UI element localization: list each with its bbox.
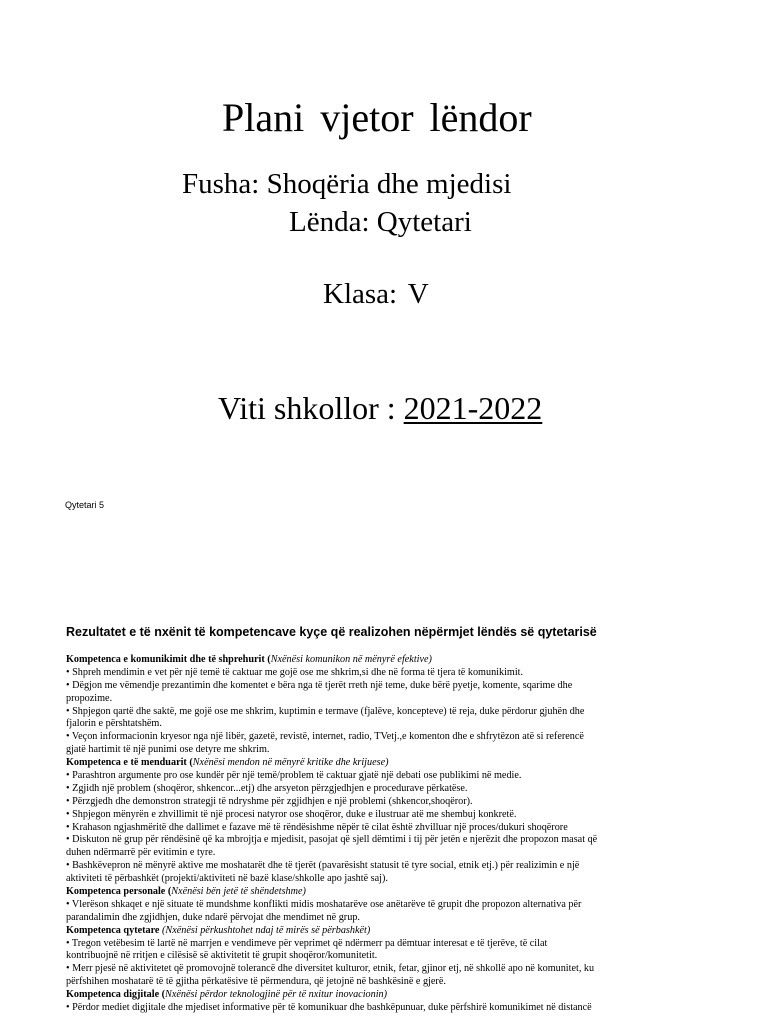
competence-communication-title: Kompetenca e komunikimit dhe të shprehurit (Nxënësi komunikon në mënyrë efektive) — [66, 654, 432, 665]
subject-line: Lënda: Qytetari — [289, 206, 472, 238]
grade-line: Klasa: V — [323, 278, 429, 310]
list-item: përfshihen moshatarë të të gjitha përkatësive të përmendura, që jetojnë në bashkësinë e gjerë. — [66, 976, 446, 988]
subject-tag: Qytetari 5 — [65, 500, 105, 510]
school-year-value: 2021-2022 — [403, 390, 543, 426]
list-item: duhen ndërmarrë për evitimin e tyre. — [66, 847, 216, 859]
section-heading: Rezultatet e të nxënit të kompetencave kyçe që realizohen nëpërmjet lëndës së qytetarisë — [66, 625, 597, 639]
list-item: • Veçon informacionin kryesor nga një libër, gazetë, revistë, internet, radio, TVetj.,e komenton dhe e shfrytëzon atë si referencë — [66, 731, 584, 743]
list-item: • Shpjegon qartë dhe saktë, me gojë ose me shkrim, kuptimin e termave (fjalëve, koncepteve) të reja, duke përdorur gjuhën dhe — [66, 705, 585, 717]
competence-civic-title: Kompetenca qytetare (Nxënësi përkushtohet ndaj të mirës së përbashkët) — [66, 924, 371, 936]
competence-personal-title: Kompetenca personale (Nxënësi bën jetë të shëndetshme) — [66, 886, 306, 898]
list-item: • Dëgjon me vëmendje prezantimin dhe komentet e bëra nga të tjerët rreth një teme, duke bërë pyetje, komente, sqarime dhe — [66, 679, 573, 691]
school-year-label: Viti shkollor : — [218, 390, 404, 426]
list-item: • Parashtron argumente pro ose kundër për një temë/problem të caktuar gjatë një debati ose publikimi në medie. — [66, 770, 522, 782]
list-item: • Merr pjesë në aktivitetet që promovojnë tolerancë dhe diversitet kulturor, etnik, fetar, gjinor etj, në shkollë apo në komunitet, ku — [66, 963, 595, 975]
list-item: parandalimin dhe zgjidhjen, duke ndarë përvojat dhe mendimet në grup. — [66, 911, 360, 923]
field-line: Fusha: Shoqëria dhe mjedisi — [182, 168, 512, 200]
list-item: • Diskuton në grup për rëndësinë që ka mbrojtja e mjedisit, pasojat që sjell dëmtimi i tij për jetën e njerëzit dhe propozon masat që — [66, 834, 598, 846]
list-item: kontribuojnë në rritjen e cilësisë së aktivitetit të grupit shoqëror/komunitetit. — [66, 950, 378, 962]
list-item: • Shpreh mendimin e vet për një temë të caktuar me gojë ose me shkrim,si dhe në forma të tjera të komunikimit. — [66, 666, 524, 678]
competence-digital-title: Kompetenca digjitale (Nxënësi përdor teknologjinë për të nxitur inovacionin) — [66, 989, 388, 1001]
list-item: • Tregon vetëbesim të lartë në marrjen e vendimeve për veprimet që ndërmerr pa dëmtuar interesat e të tjerëve, të cilat — [66, 937, 548, 949]
list-item: • Krahason ngjashmëritë dhe dallimet e fazave më të rëndësishme nëpër të cilat është zhvilluar një proces/dukuri shoqërore — [66, 821, 568, 833]
list-item: aktiviteti të përbashkët (projekti/aktiviteti në bazë klase/shkolle apo jashtë saj). — [66, 873, 388, 885]
school-year-line — [218, 390, 542, 427]
list-item: • Zgjidh një problem (shoqëror, shkencor...etj) dhe arsyeton përzgjedhjen e procedurave përkatëse. — [66, 782, 468, 794]
list-item: • Përdor mediet digjitale dhe mjediset informative për të komunikuar dhe bashkëpunuar, duke përfshirë komunikimet në distancë — [66, 1002, 592, 1014]
competences-body — [66, 654, 706, 1015]
list-item: • Shpjegon mënyrën e zhvillimit të një procesi natyror ose shoqëror, duke e ilustruar atë me shembuj konkretë. — [66, 808, 517, 820]
list-item: propozime. — [66, 692, 113, 704]
document-title: Plani vjetor lëndor — [222, 95, 532, 140]
list-item: gjatë hartimit të një punimi ose detyre me shkrim. — [66, 744, 270, 756]
list-item: • Përzgjedh dhe demonstron strategji të ndryshme për zgjidhjen e një problemi (shkencor,shoqëror). — [66, 795, 473, 807]
competence-thinking-title: Kompetenca e të menduarit (Nxënësi mendon në mënyrë kritike dhe krijuese) — [66, 757, 389, 769]
list-item: • Bashkëvepron në mënyrë aktive me moshatarët dhe të tjerët (pavarësisht statusit të tyre social, etnik etj.) për realizimin e një — [66, 860, 580, 872]
list-item: fjalorin e përshtatshëm. — [66, 718, 162, 730]
list-item: • Vlerëson shkaqet e një situate të mundshme konflikti midis moshatarëve ose anëtarëve të grupit dhe propozon alternativa për — [66, 898, 582, 910]
